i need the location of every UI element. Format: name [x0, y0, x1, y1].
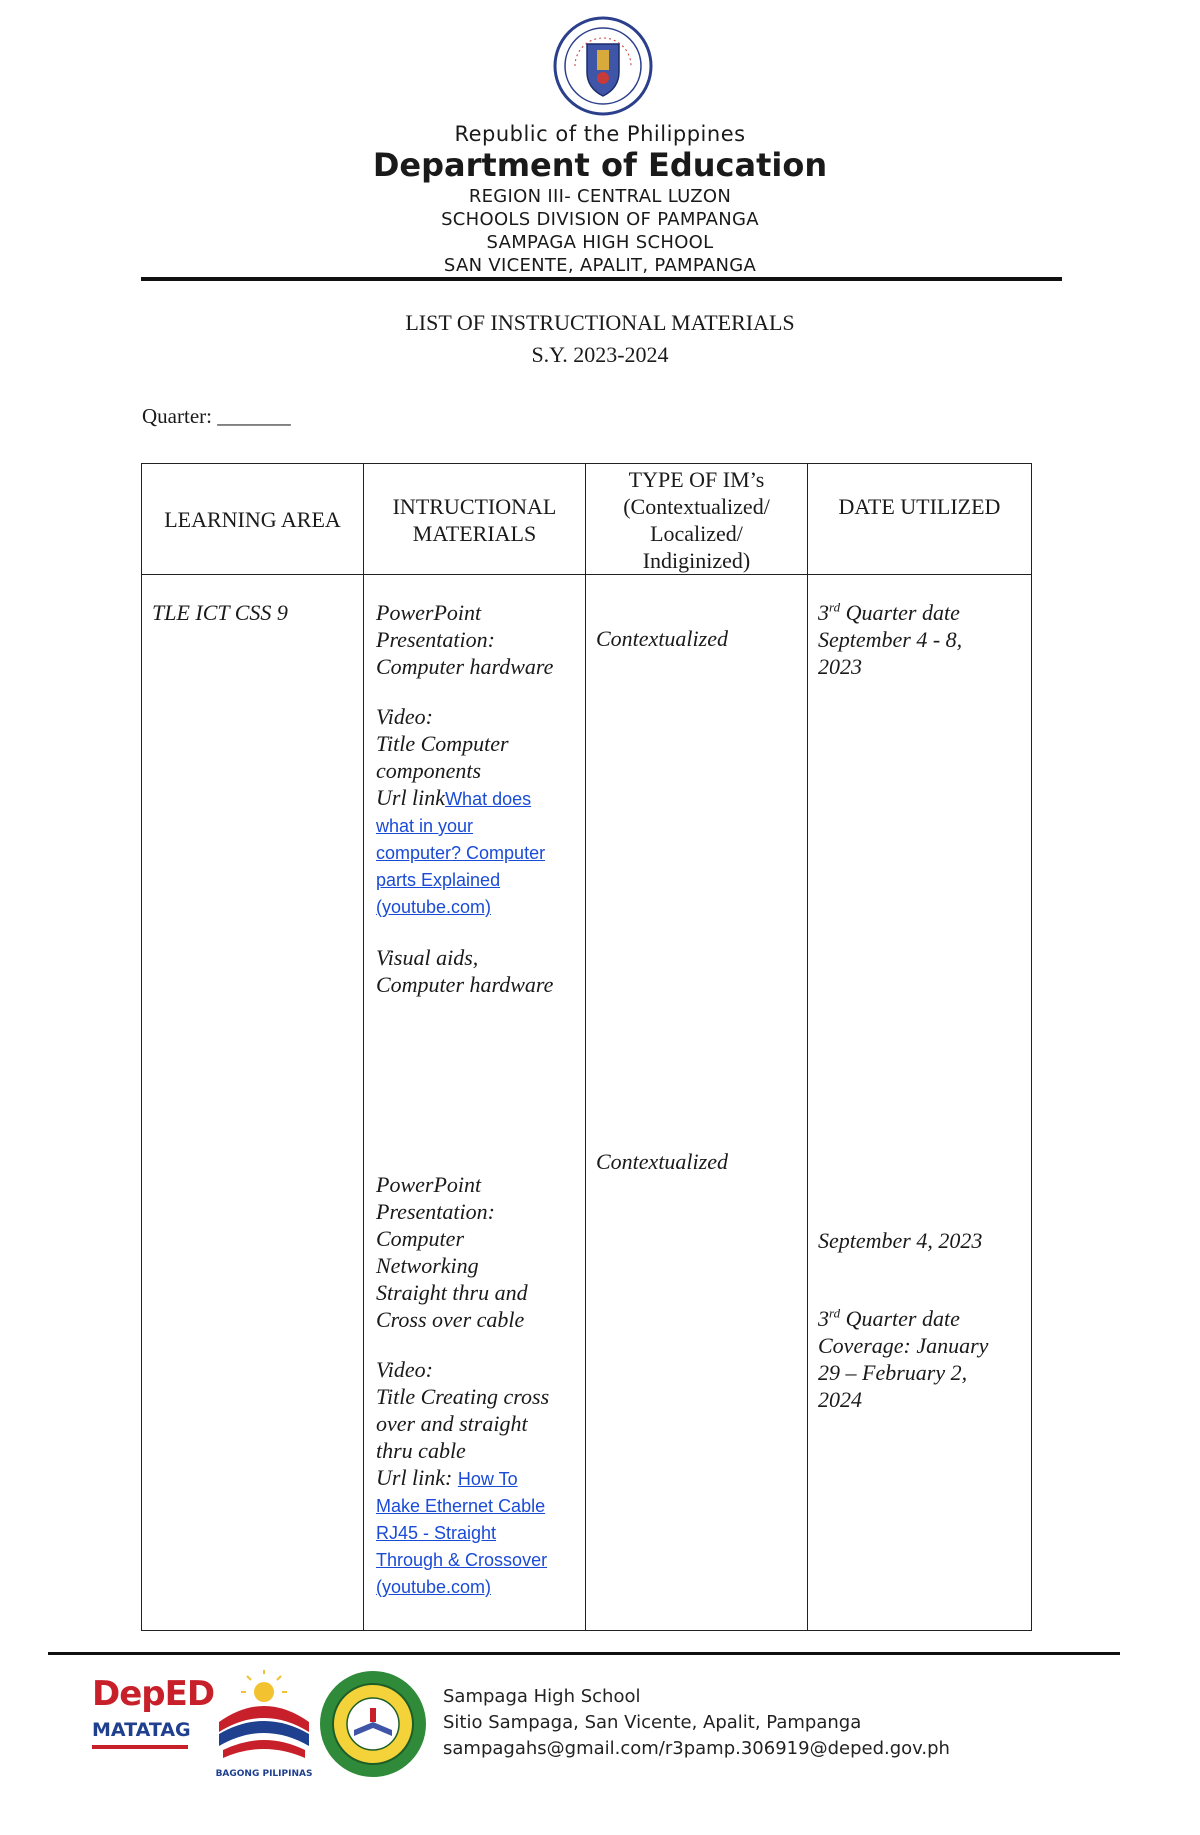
header-divider [141, 277, 1062, 281]
table-header-row [142, 464, 1032, 575]
deped-matatag-logo [92, 1674, 215, 1770]
deped-logo-text: DepED [92, 1674, 215, 1714]
cell-materials [364, 575, 586, 1631]
cell-type [586, 575, 808, 1631]
bagong-pilipinas-emblem-icon [213, 1670, 315, 1762]
sampaga-school-seal-icon [318, 1668, 428, 1780]
header-learning-area: LEARNING AREA [142, 464, 364, 575]
block2-type: Contextualized [596, 1149, 728, 1174]
matatag-logo-text: MATATAG [92, 1719, 191, 1741]
block1-video: Video: Title Computer components Url linkWhat does what in your computer? Computer parts Explained (youtube.com) [376, 703, 585, 921]
header-republic: Republic of the Philippines [454, 122, 746, 146]
document-title: LIST OF INSTRUCTIONAL MATERIALS [405, 310, 795, 335]
header-date: DATE UTILIZED [808, 464, 1032, 575]
header-materials: INTRUCTIONAL MATERIALS [364, 464, 586, 575]
block2-video-link-line[interactable]: RJ45 - Straight [376, 1523, 497, 1543]
footer-school-name: Sampaga High School [443, 1686, 641, 1707]
footer-address: Sitio Sampaga, San Vicente, Apalit, Pampanga [443, 1712, 862, 1733]
footer-divider [48, 1652, 1120, 1655]
block1-video-link-line[interactable]: parts Explained [376, 870, 501, 890]
block1-powerpoint: PowerPoint Presentation: Computer hardware [376, 600, 554, 679]
header-type: TYPE OF IM’s (Contextualized/ Localized/ Indiginized) [586, 464, 808, 575]
quarter-label: Quarter: _______ [142, 404, 291, 428]
table-row [142, 575, 1032, 1631]
header-department: Department of Education [372, 146, 828, 184]
block2-video-link-line[interactable]: (youtube.com) [376, 1577, 492, 1597]
school-year: S.Y. 2023-2024 [531, 342, 669, 367]
block1-type: Contextualized [596, 626, 728, 651]
instructional-materials-table [141, 463, 1032, 1631]
block2-date-a: September 4, 2023 [818, 1228, 983, 1253]
block1-visual-aids: Visual aids, Computer hardware [376, 945, 554, 997]
header-school: SAMPAGA HIGH SCHOOL [486, 232, 714, 253]
block2-powerpoint: PowerPoint Presentation: Computer Networking Straight thru and Cross over cable Video: Title Creating cross over and straight thru cable Url link: How To Make Ethernet Cable RJ45 - Straight Through & Crossover (youtube.com) [376, 1171, 549, 1601]
block1-video-link-line[interactable]: computer? Computer [376, 843, 546, 863]
header-address: SAN VICENTE, APALIT, PAMPANGA [443, 255, 757, 276]
footer-email: sampagahs@gmail.com/r3pamp.306919@deped.gov.ph [443, 1738, 950, 1759]
deped-seal-icon [553, 16, 653, 116]
block1-video-link-line[interactable]: (youtube.com) [376, 897, 492, 917]
cell-date [808, 575, 1032, 1631]
block2-video-link-line[interactable]: Make Ethernet Cable [376, 1496, 546, 1516]
block2-video-link-line[interactable]: Through & Crossover [376, 1550, 548, 1570]
cell-learning-area [142, 575, 364, 1631]
header-division: SCHOOLS DIVISION OF PAMPANGA [441, 209, 759, 230]
learning-area-value: TLE ICT CSS 9 [152, 600, 288, 625]
bagong-pilipinas-logo [213, 1670, 315, 1780]
bagong-pilipinas-text: BAGONG PILIPINAS [215, 1769, 313, 1779]
block2-date: 3rd Quarter date Coverage: January 29 – February 2, 2024 [818, 1305, 989, 1412]
block1-date: 3rd Quarter date September 4 - 8, 2023 [818, 599, 963, 679]
header-region: REGION III- CENTRAL LUZON [468, 186, 732, 207]
block1-video-link-line[interactable]: what in your [376, 816, 474, 836]
block1-video-link[interactable]: What does [445, 789, 532, 809]
block2-video-link[interactable]: How To [457, 1469, 518, 1489]
